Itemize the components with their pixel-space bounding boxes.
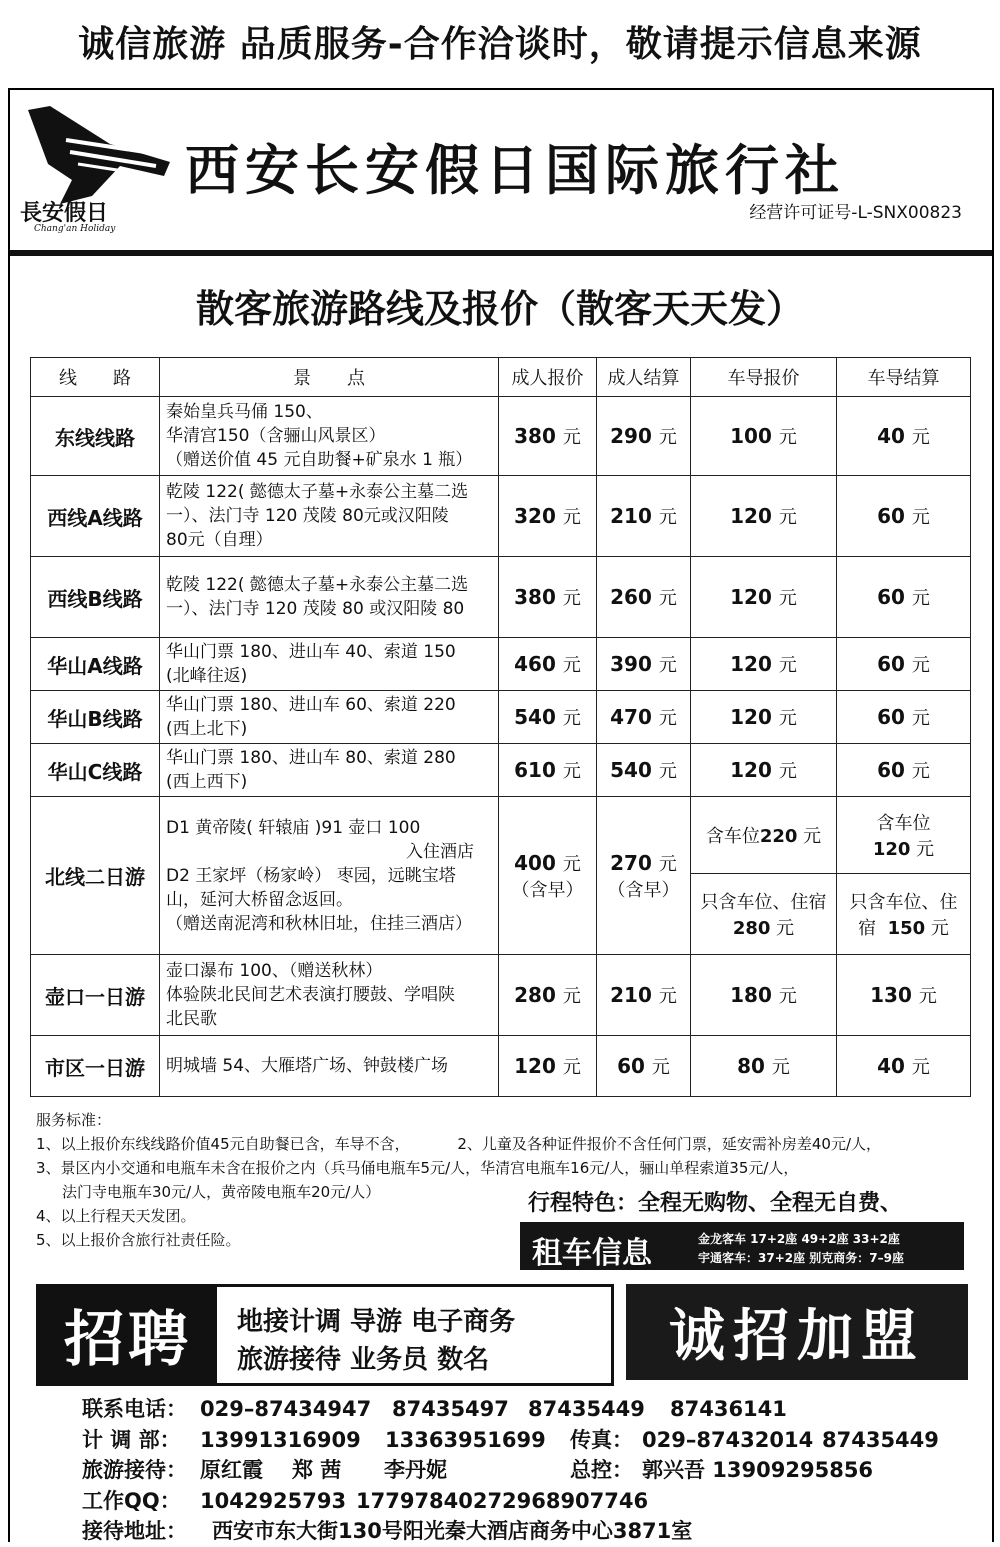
route-name: 华山C线路 xyxy=(31,744,160,797)
adult-settle: 540 元 xyxy=(597,744,691,797)
logo-chinese: 長安假日 xyxy=(20,200,109,226)
spot-line: (北峰往返) xyxy=(166,666,248,686)
table-row xyxy=(31,955,971,1036)
guide-price: 120 元 xyxy=(691,744,837,797)
service-line: 4、以上行程天天发团。 xyxy=(36,1207,196,1225)
route-name: 西线A线路 xyxy=(31,476,160,557)
adult-settle: 260 元 xyxy=(597,557,691,638)
service-line: 3、景区内小交通和电瓶车未含在报价之内（兵马俑电瓶车5元/人，华清宫电瓶车16元/人，骊山单程索道35元/人， xyxy=(36,1159,799,1177)
guide-settle-b: 只含车位、住 宿 150 元 xyxy=(837,874,971,955)
adult-price: 120 元 xyxy=(499,1036,597,1097)
col-header: 车导结算 xyxy=(837,358,971,397)
col-header: 车导报价 xyxy=(691,358,837,397)
adult-price: 380 元 xyxy=(499,557,597,638)
route-name: 华山A线路 xyxy=(31,638,160,691)
route-spots xyxy=(160,955,499,1036)
spot-line: 乾陵 122( 懿德太子墓+永泰公主墓二选 xyxy=(166,482,469,502)
route-name: 壶口一日游 xyxy=(31,955,160,1036)
adult-price: 380 元 xyxy=(499,397,597,476)
spot-line: (西上西下) xyxy=(166,772,248,792)
spot-line: 华山门票 180、进山车 80、索道 280 xyxy=(166,748,456,768)
recruit-box xyxy=(36,1284,614,1386)
col-header: 成人报价 xyxy=(499,358,597,397)
adult-price: 540 元 xyxy=(499,691,597,744)
adult-settle: 210 元 xyxy=(597,955,691,1036)
adult-price: 400 元 （含早） xyxy=(499,797,597,955)
table-header-row xyxy=(31,358,971,397)
spot-line: 一）、法门寺 120 茂陵 80元或汉阳陵 xyxy=(166,506,449,526)
service-line: 5、以上报价含旅行社责任险。 xyxy=(36,1231,241,1249)
guide-settle: 130 元 xyxy=(837,955,971,1036)
license-number: 经营许可证号-L-SNX00823 xyxy=(749,203,962,223)
guide-settle: 60 元 xyxy=(837,691,971,744)
route-spots xyxy=(160,1036,499,1097)
spot-line: 80元（自理） xyxy=(166,530,273,550)
route-name: 东线线路 xyxy=(31,397,160,476)
guide-settle-a: 含车位 120 元 xyxy=(837,797,971,874)
adult-price: 280 元 xyxy=(499,955,597,1036)
spot-line: 体验陕北民间艺术表演打腰鼓、学唱陕 xyxy=(166,985,455,1005)
top-banner: 诚信旅游 品质服务-合作洽谈时，敬请提示信息来源 xyxy=(78,23,922,65)
franchise-banner: 诚招加盟 xyxy=(626,1284,968,1380)
rental-line: 金龙客车 17+2座 49+2座 33+2座 xyxy=(698,1232,900,1246)
recruit-title: 招聘 xyxy=(39,1287,217,1383)
guide-price: 120 元 xyxy=(691,691,837,744)
route-spots xyxy=(160,744,499,797)
spot-line: （赠送南泥湾和秋林旧址，住挂三酒店） xyxy=(166,913,472,934)
guide-price: 180 元 xyxy=(691,955,837,1036)
spot-line: 山，延河大桥留念返回。 xyxy=(166,889,353,910)
route-spots xyxy=(160,691,499,744)
route-name: 华山B线路 xyxy=(31,691,160,744)
guide-price: 120 元 xyxy=(691,476,837,557)
company-name: 西安长安假日国际旅行社 xyxy=(185,139,845,202)
adult-settle: 60 元 xyxy=(597,1036,691,1097)
guide-price: 80 元 xyxy=(691,1036,837,1097)
logo-english: Chang'an Holiday xyxy=(34,224,116,234)
guide-settle: 60 元 xyxy=(837,557,971,638)
service-line: 1、以上报价东线线路价值45元自助餐已含，车导不含， 2、儿童及各种证件报价不含任何门票，延安需补房差40元/人， xyxy=(36,1135,882,1153)
table-row xyxy=(31,557,971,638)
col-header: 景 点 xyxy=(160,358,499,397)
spot-line: 秦始皇兵马俑 150、 xyxy=(166,402,323,422)
adult-price: 610 元 xyxy=(499,744,597,797)
service-line: 法门寺电瓶车30元/人，黄帝陵电瓶车20元/人） xyxy=(62,1183,381,1201)
spot-line: 华清宫150（含骊山风景区） xyxy=(166,426,386,446)
route-spots xyxy=(160,557,499,638)
table-row xyxy=(31,1036,971,1097)
table-row xyxy=(31,638,971,691)
route-spots xyxy=(160,797,499,955)
col-header: 线 路 xyxy=(31,358,160,397)
adult-settle: 210 元 xyxy=(597,476,691,557)
route-spots xyxy=(160,397,499,476)
adult-price: 320 元 xyxy=(499,476,597,557)
route-name: 北线二日游 xyxy=(31,797,160,955)
spot-line: 华山门票 180、进山车 60、索道 220 xyxy=(166,695,456,715)
route-price-table xyxy=(30,357,971,1097)
rental-label: 租车信息 xyxy=(532,1236,652,1271)
recruit-line: 旅游接待 业务员 数名 xyxy=(237,1345,490,1375)
guide-price-b: 只含车位、住宿 280 元 xyxy=(691,874,837,955)
adult-settle: 290 元 xyxy=(597,397,691,476)
guide-price-a: 含车位220 元 xyxy=(691,797,837,874)
itinerary-feature: 行程特色：全程无购物、全程无自费、 xyxy=(528,1191,903,1216)
col-header: 成人结算 xyxy=(597,358,691,397)
guide-settle: 60 元 xyxy=(837,638,971,691)
page-title: 散客旅游路线及报价（散客天天发） xyxy=(195,286,804,331)
guide-price: 100 元 xyxy=(691,397,837,476)
recruit-line: 地接计调 导游 电子商务 xyxy=(237,1307,516,1337)
divider xyxy=(10,250,992,256)
route-spots xyxy=(160,638,499,691)
spot-line: 入住酒店 xyxy=(406,841,474,862)
adult-settle: 270 元 （含早） xyxy=(597,797,691,955)
route-name: 市区一日游 xyxy=(31,1036,160,1097)
rental-line: 宇通客车：37+2座 别克商务：7–9座 xyxy=(698,1251,904,1265)
spot-line: (西上北下) xyxy=(166,719,248,739)
adult-settle: 390 元 xyxy=(597,638,691,691)
spot-line: （赠送价值 45 元自助餐+矿泉水 1 瓶） xyxy=(166,450,473,470)
guide-settle: 40 元 xyxy=(837,397,971,476)
route-spots xyxy=(160,476,499,557)
spot-line: D2 王家坪（杨家岭） 枣园，远眺宝塔 xyxy=(166,865,456,886)
table-row xyxy=(31,397,971,476)
guide-settle: 60 元 xyxy=(837,744,971,797)
spot-line: 华山门票 180、进山车 40、索道 150 xyxy=(166,642,456,662)
services-title: 服务标准： xyxy=(36,1111,112,1129)
spot-line: 壶口瀑布 100、（赠送秋林） xyxy=(166,961,383,981)
table-row xyxy=(31,476,971,557)
guide-price: 120 元 xyxy=(691,638,837,691)
adult-settle: 470 元 xyxy=(597,691,691,744)
spot-line: 一）、法门寺 120 茂陵 80 或汉阳陵 80 xyxy=(166,599,465,619)
table-row xyxy=(31,797,971,874)
spot-line: 明城墙 54、大雁塔广场、钟鼓楼广场 xyxy=(166,1056,449,1076)
adult-price: 460 元 xyxy=(499,638,597,691)
guide-price: 120 元 xyxy=(691,557,837,638)
spot-line: 北民歌 xyxy=(166,1009,217,1029)
spot-line: D1 黄帝陵( 轩辕庙 )91 壶口 100 xyxy=(166,817,421,838)
route-name: 西线B线路 xyxy=(31,557,160,638)
table-row xyxy=(31,744,971,797)
car-rental-box xyxy=(520,1222,964,1270)
guide-settle: 40 元 xyxy=(837,1036,971,1097)
table-row xyxy=(31,691,971,744)
spot-line: 乾陵 122( 懿德太子墓+永泰公主墓二选 xyxy=(166,575,469,595)
guide-settle: 60 元 xyxy=(837,476,971,557)
